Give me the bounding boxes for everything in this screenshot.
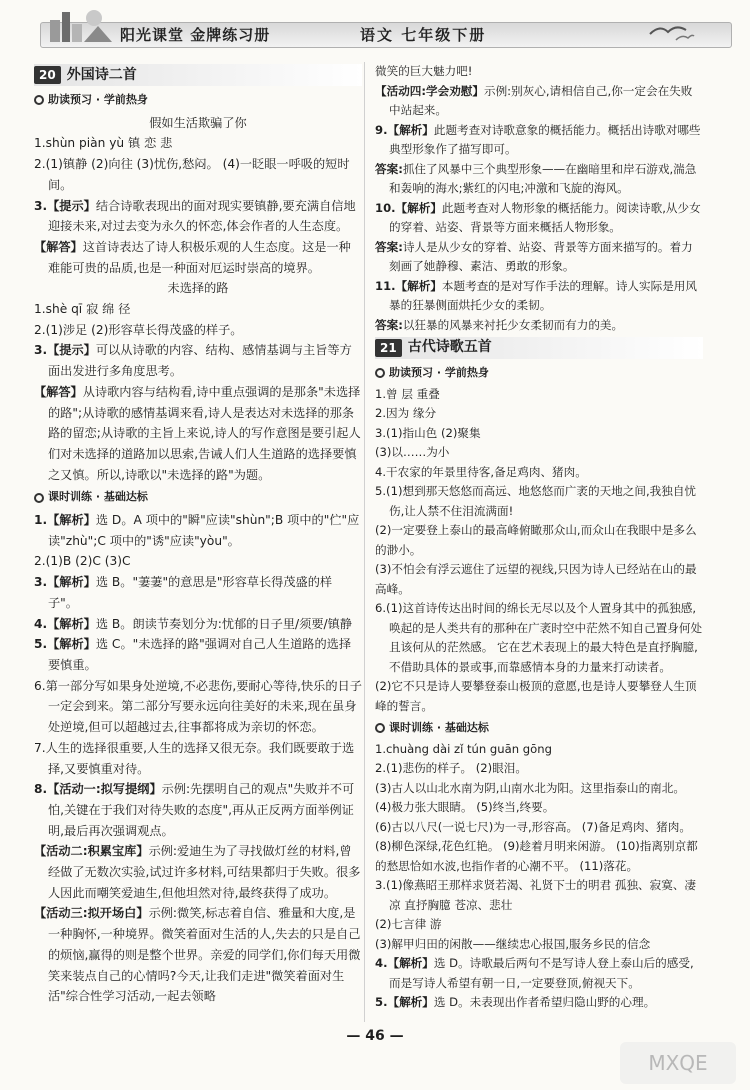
answer-text: (3)古人以山北水南为阴,山南水北为阳。这里指泰山的南北。 (4)极力张大眼睛。 (5)终当,终要。 bbox=[375, 780, 685, 814]
bullet-icon bbox=[375, 723, 385, 733]
answer-text: 微笑的巨大魅力吧! bbox=[375, 64, 473, 78]
answer-text: 以狂暴的风暴来衬托少女柔韧而有力的美。 bbox=[402, 317, 624, 332]
answer-text: 这首诗表达了诗人积极乐观的人生态度。这是一种难能可贵的品质,也是一种面对厄运时崇高的境界。 bbox=[48, 239, 351, 275]
answer-text: 结合诗歌表现出的面对现实要镇静,要充满自信地迎接未来,对过去变为永久的怀恋,体会作者的人生态度。 bbox=[48, 198, 356, 234]
subject-title: 语文 七年级下册 bbox=[360, 26, 487, 44]
answer-line bbox=[375, 121, 703, 160]
answer-text: 选 D。未表现出作者希望归隐山野的心理。 bbox=[433, 995, 656, 1009]
answer-line bbox=[375, 993, 703, 1013]
answer-tag: 4.【解析】 bbox=[34, 616, 96, 631]
answer-text: 示例:微笑,标志着自信、雅量和大度,是一种胸怀,一种境界。微笑着面对生活的人,失去的只是自己的烦恼,赢得的则是整个世界。亲爱的同学们,你们每天用微笑来装点自己的心情吗?今天,让我们走进"微笑着面对生活"综合性学习活动,一起去领略 bbox=[48, 906, 361, 1004]
answer-tag: 【解答】 bbox=[34, 239, 83, 254]
answer-text: 示例:爱迪生为了寻找做灯丝的材料,曾经做了无数次实验,试过许多材料,可结果都归于失败。很多人因此而嘲笑爱迪生,但他坦然对待,最终获得了成功。 bbox=[48, 844, 361, 900]
answer-text: 1.shùn piàn yù 镇 恋 悲 bbox=[34, 136, 173, 151]
subsection-heading bbox=[34, 487, 362, 508]
answer-tag: 【活动三:拟开场白】 bbox=[34, 906, 149, 921]
answer-text: 从诗歌内容与结构看,诗中重点强调的是那条"未选择的路";从诗歌的感情基调来看,诗人是表达对未选择的那条路的留恋;从诗歌的主旨上来说,诗人的写作意图是要引起人们对未选择的道路加以思索,告诫人们人生道路的选择要慎之又慎。所以,诗歌以"未选择的路"为题。 bbox=[48, 384, 361, 482]
answer-text: 此题考查对诗歌意象的概括能力。概括出诗歌对哪些典型形象作了描写即可。 bbox=[389, 122, 701, 156]
answer-text: 1.chuàng dài zǐ tún guān gōng bbox=[375, 741, 552, 756]
section-number: 20 bbox=[34, 66, 61, 84]
answer-tag: 【活动四:学会劝慰】 bbox=[375, 83, 484, 98]
answer-line bbox=[34, 738, 362, 779]
answer-line bbox=[34, 154, 362, 195]
answer-text: 1.shè qī 寂 绵 径 bbox=[34, 302, 131, 317]
answer-text: 2.(1)悲伤的样子。 (2)眼泪。 bbox=[375, 761, 527, 775]
answer-text: 3.(1)指山色 (2)聚集 bbox=[375, 425, 481, 440]
answer-text: (2)它不只是诗人要攀登泰山极顶的意愿,也是诗人要攀登人生顶峰的誓言。 bbox=[375, 679, 697, 713]
page-number: — 46 — bbox=[346, 1028, 404, 1044]
answer-line bbox=[34, 340, 362, 381]
answer-line bbox=[34, 237, 362, 278]
book-title: 阳光课堂 金牌练习册 bbox=[120, 26, 271, 44]
answer-line bbox=[375, 316, 703, 336]
column-divider bbox=[364, 62, 365, 1022]
section-heading bbox=[375, 337, 703, 359]
answer-line bbox=[34, 614, 362, 635]
answer-tag: 3.【解析】 bbox=[34, 575, 96, 590]
answer-tag: 答案: bbox=[375, 239, 403, 254]
answer-line bbox=[375, 404, 703, 424]
answer-line bbox=[375, 82, 703, 121]
page-header bbox=[0, 0, 750, 58]
subsection-heading bbox=[375, 718, 703, 738]
answer-line bbox=[34, 133, 362, 154]
answer-line bbox=[375, 954, 703, 993]
answer-line bbox=[375, 915, 703, 935]
answer-text: (2)七言律 游 bbox=[375, 917, 442, 931]
answer-line bbox=[375, 599, 703, 677]
answer-tag: 【活动二:积累宝库】 bbox=[34, 844, 149, 859]
answer-text: 抓住了风暴中三个典型形象——在幽暗里和岸石游戏,湍急和轰响的海水;紫红的闪电;冲激和飞旋的海风。 bbox=[389, 161, 697, 195]
answer-line bbox=[375, 62, 703, 82]
answer-tag: 3.【提示】 bbox=[34, 198, 96, 213]
poem-title: 假如生活欺骗了你 bbox=[149, 115, 247, 130]
answer-text: 示例:先摆明自己的观点"失败并不可怕,关键在于我们对待失败的态度",再从正反两方面举例证明,最后再次强调观点。 bbox=[48, 782, 355, 838]
answer-line bbox=[375, 818, 703, 877]
answer-text: 示例:别灰心,请相信自己,你一定会在失败中站起来。 bbox=[389, 83, 693, 117]
left-column bbox=[34, 62, 362, 1007]
answer-text: 2.(1)镇静 (2)向往 (3)忧伤,愁闷。 (4)一眨眼一呼吸的短时间。 bbox=[34, 157, 350, 192]
answer-text: 5.(1)想到那天悠悠而高远、地悠悠而广袤的天地之间,我独自忧伤,让人禁不住泪流满面! bbox=[375, 484, 697, 518]
bird-icon bbox=[646, 20, 696, 44]
subsection-heading bbox=[34, 90, 362, 111]
section-number: 21 bbox=[375, 339, 402, 357]
answer-line bbox=[34, 551, 362, 572]
answer-tag: 5.【解析】 bbox=[34, 637, 96, 652]
answer-tag: 答案: bbox=[375, 317, 403, 332]
poem-title: 未选择的路 bbox=[167, 281, 229, 296]
answer-line bbox=[34, 196, 362, 237]
answer-text: 选 D。诗歌最后两句不是写诗人登上泰山后的感受,而是写诗人希望有朝一日,一定要登顶,俯视天下。 bbox=[389, 956, 694, 990]
answer-line bbox=[34, 299, 362, 320]
answer-text: (3)解甲归田的闲散——继续忠心报国,服务乡民的信念 bbox=[375, 936, 651, 951]
answer-text: 4.干农家的年景里待客,备足鸡肉、猪肉。 bbox=[375, 464, 587, 479]
answer-text: 本题考查的是对写作手法的理解。诗人实际是用风暴的狂暴侧面烘托少女的柔韧。 bbox=[389, 278, 697, 312]
answer-line bbox=[375, 521, 703, 560]
answer-line bbox=[375, 935, 703, 955]
answer-line bbox=[375, 160, 703, 199]
answer-line bbox=[375, 560, 703, 599]
answer-tag: 4.【解析】 bbox=[375, 956, 434, 970]
answer-line bbox=[375, 385, 703, 405]
answer-text: 7.人生的选择很重要,人生的选择又很无奈。我们既要敢于选择,又要慎重对待。 bbox=[34, 740, 355, 776]
answer-text: (3)以……为小 bbox=[375, 445, 450, 459]
answer-line bbox=[375, 443, 703, 463]
answer-text: (2)一定要登上泰山的最高峰俯瞰那众山,而众山在我眼中是多么的渺小。 bbox=[375, 523, 697, 557]
section-title: 古代诗歌五首 bbox=[407, 339, 492, 356]
bullet-icon bbox=[375, 368, 385, 378]
section-title: 外国诗二首 bbox=[66, 66, 137, 83]
answer-tag: 9.【解析】 bbox=[375, 122, 434, 137]
answer-text: 可以从诗歌的内容、结构、感情基调与主旨等方面出发进行多角度思考。 bbox=[48, 343, 352, 379]
answer-line bbox=[34, 382, 362, 486]
section-heading bbox=[34, 64, 362, 86]
answer-text: 选 B。"萋萋"的意思是"形容草长得茂盛的样子"。 bbox=[48, 575, 333, 610]
answer-line bbox=[375, 238, 703, 277]
right-column bbox=[375, 62, 703, 1013]
answer-line bbox=[34, 841, 362, 903]
answer-line bbox=[34, 572, 362, 613]
answer-line bbox=[375, 482, 703, 521]
answer-line bbox=[34, 676, 362, 738]
answer-text: 2.因为 缘分 bbox=[375, 406, 437, 420]
answer-text: 选 D。A 项中的"瞬"应读"shùn";B 项中的"伫"应读"zhù";C 项中的"诱"应读"yòu"。 bbox=[48, 513, 360, 548]
answer-tag: 8.【活动一:拟写提纲】 bbox=[34, 782, 162, 797]
answer-tag: 10.【解析】 bbox=[375, 200, 442, 215]
answer-text: 选 C。"未选择的路"强调对自己人生道路的选择要慎重。 bbox=[48, 637, 352, 672]
answer-tag: 3.【提示】 bbox=[34, 343, 96, 358]
answer-line bbox=[34, 510, 362, 551]
answer-text: 3.(1)像燕昭王那样求贤若渴、礼贤下士的明君 孤独、寂寞、凄凉 直抒胸臆 苍凉、悲壮 bbox=[375, 878, 697, 912]
answer-tag: 11.【解析】 bbox=[375, 278, 442, 293]
answer-line bbox=[375, 424, 703, 444]
answer-line bbox=[375, 463, 703, 483]
answer-line bbox=[375, 677, 703, 716]
answer-text: 选 B。朗读节奏划分为:忧郁的日子里/须要/镇静 bbox=[95, 616, 352, 631]
bullet-icon bbox=[34, 493, 44, 503]
answer-text: (6)古以八尺(一说七尺)为一寻,形容高。 (7)备足鸡肉、猪肉。 (8)柳色深绿,花色红艳。 (9)趁着月明来闲游。 (10)指离别京都的愁思恰如水波,也指作者的心潮不平。 (11)落花。 bbox=[375, 819, 698, 873]
answer-line bbox=[34, 903, 362, 1007]
answer-text: (3)不怕会有浮云遮住了远望的视线,只因为诗人已经站在山的最高峰。 bbox=[375, 562, 697, 596]
page-number-value: 46 bbox=[365, 1028, 385, 1044]
subsection-title: 课时训练 · 基础达标 bbox=[389, 721, 489, 734]
answer-line bbox=[34, 320, 362, 341]
watermark-logo bbox=[618, 1040, 738, 1086]
answer-text: 6.第一部分写如果身处逆境,不必悲伤,要耐心等待,快乐的日子一定会到来。第二部分写要永远向往美好的未来,现在虽身处逆境,但可以超越过去,往事都将成为亲切的怀恋。 bbox=[34, 678, 362, 735]
answer-text: 2.(1)涉足 (2)形容草长得茂盛的样子。 bbox=[34, 322, 243, 337]
subsection-title: 课时训练 · 基础达标 bbox=[48, 490, 148, 504]
answer-line bbox=[375, 199, 703, 238]
subsection-heading bbox=[375, 363, 703, 383]
answer-line bbox=[34, 779, 362, 841]
svg-text:MXQE: MXQE bbox=[648, 1051, 708, 1075]
subsection-title: 助读预习 · 学前热身 bbox=[389, 366, 489, 379]
logo-icon bbox=[48, 6, 114, 46]
answer-text: 此题考查对人物形象的概括能力。阅读诗歌,从少女的穿着、站姿、背景等方面来概括人物形象。 bbox=[389, 200, 701, 234]
answer-line bbox=[375, 779, 703, 818]
answer-line bbox=[375, 277, 703, 316]
answer-line bbox=[375, 759, 703, 779]
answer-line bbox=[34, 634, 362, 675]
answer-line bbox=[375, 876, 703, 915]
answer-text: 1.曾 层 重叠 bbox=[375, 386, 440, 401]
answer-line bbox=[375, 740, 703, 760]
answer-tag: 5.【解析】 bbox=[375, 995, 434, 1009]
bullet-icon bbox=[34, 95, 44, 105]
answer-text: 诗人是从少女的穿着、站姿、背景等方面来描写的。着力刻画了她静穆、素洁、勇敢的形象。 bbox=[389, 239, 693, 273]
answer-tag: 【解答】 bbox=[34, 384, 83, 399]
answer-tag: 答案: bbox=[375, 161, 403, 176]
answer-text: 6.(1)这首诗传达出时间的绵长无尽以及个人置身其中的孤独感,唤起的是人类共有的那种在广袤时空中茫然不知自己置身何处且该何从的茫然感。 它在艺术表现上的最大特色是直抒胸臆,不借助具体的景或事,而靠感情本身的力量来打动读者。 bbox=[375, 601, 703, 674]
subsection-title: 助读预习 · 学前热身 bbox=[48, 93, 148, 106]
answer-tag: 1.【解析】 bbox=[34, 513, 96, 528]
answer-text: 2.(1)B (2)C (3)C bbox=[34, 554, 131, 569]
